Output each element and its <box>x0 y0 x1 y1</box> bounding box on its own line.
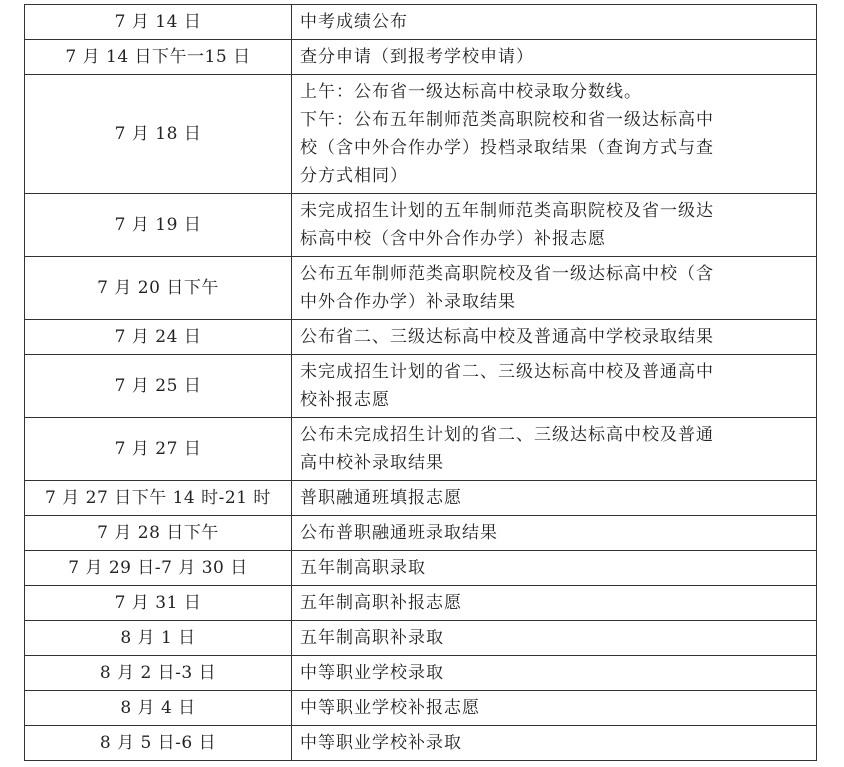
schedule-date-cell: 8 月 1 日 <box>25 621 292 656</box>
schedule-event-line: 公布省二、三级达标高中校及普通高中学校录取结果 <box>300 327 714 347</box>
schedule-event-line: 五年制高职录取 <box>300 558 426 578</box>
schedule-event-cell <box>292 355 817 418</box>
schedule-date-cell: 8 月 2 日-3 日 <box>25 656 292 691</box>
schedule-event-line: 公布普职融通班录取结果 <box>300 523 498 543</box>
schedule-body <box>25 5 817 761</box>
schedule-date-cell: 7 月 29 日-7 月 30 日 <box>25 551 292 586</box>
schedule-event-cell <box>292 194 817 257</box>
schedule-date-cell: 7 月 24 日 <box>25 320 292 355</box>
schedule-event-cell <box>292 75 817 194</box>
schedule-date-cell: 7 月 25 日 <box>25 355 292 418</box>
schedule-table <box>24 4 817 761</box>
schedule-date-cell: 7 月 14 日 <box>25 5 292 40</box>
schedule-row <box>25 320 817 355</box>
schedule-row <box>25 586 817 621</box>
schedule-event-line: 中等职业学校补录取 <box>300 733 462 753</box>
schedule-row <box>25 481 817 516</box>
schedule-date-cell: 7 月 27 日下午 14 时-21 时 <box>25 481 292 516</box>
schedule-date-cell: 7 月 18 日 <box>25 75 292 194</box>
schedule-event-cell <box>292 691 817 726</box>
schedule-date-cell: 7 月 31 日 <box>25 586 292 621</box>
schedule-row <box>25 691 817 726</box>
schedule-row <box>25 516 817 551</box>
schedule-event-line: 公布五年制师范类高职院校及省一级达标高中校（含 <box>300 264 714 284</box>
schedule-row <box>25 194 817 257</box>
schedule-date-cell: 7 月 20 日下午 <box>25 257 292 320</box>
schedule-event-cell <box>292 40 817 75</box>
schedule-event-line: 普职融通班填报志愿 <box>300 488 462 508</box>
schedule-event-line: 五年制高职补报志愿 <box>300 593 462 613</box>
schedule-event-cell <box>292 726 817 761</box>
schedule-event-cell <box>292 5 817 40</box>
schedule-event-line: 校（含中外合作办学）投档录取结果（查询方式与查 <box>300 138 714 158</box>
schedule-event-cell <box>292 656 817 691</box>
schedule-event-line: 查分申请（到报考学校申请） <box>300 47 534 67</box>
schedule-event-line: 中外合作办学）补录取结果 <box>300 292 516 312</box>
schedule-event-cell <box>292 481 817 516</box>
schedule-event-line: 高中校补录取结果 <box>300 453 444 473</box>
schedule-date-cell: 7 月 19 日 <box>25 194 292 257</box>
schedule-date-cell: 7 月 14 日下午一15 日 <box>25 40 292 75</box>
schedule-date-cell: 7 月 27 日 <box>25 418 292 481</box>
schedule-date-cell: 8 月 5 日-6 日 <box>25 726 292 761</box>
schedule-event-cell <box>292 551 817 586</box>
schedule-row <box>25 257 817 320</box>
schedule-event-line: 中等职业学校录取 <box>300 663 444 683</box>
schedule-event-cell <box>292 516 817 551</box>
schedule-event-line: 中等职业学校补报志愿 <box>300 698 480 718</box>
schedule-event-line: 中考成绩公布 <box>300 12 408 32</box>
schedule-row <box>25 40 817 75</box>
schedule-row <box>25 5 817 40</box>
schedule-row <box>25 418 817 481</box>
schedule-event-cell <box>292 621 817 656</box>
schedule-row <box>25 75 817 194</box>
schedule-row <box>25 726 817 761</box>
schedule-event-line: 标高中校（含中外合作办学）补报志愿 <box>300 229 606 249</box>
schedule-event-line: 未完成招生计划的省二、三级达标高中校及普通高中 <box>300 362 714 382</box>
schedule-date-cell: 8 月 4 日 <box>25 691 292 726</box>
schedule-row <box>25 551 817 586</box>
schedule-row <box>25 355 817 418</box>
schedule-event-line: 校补报志愿 <box>300 390 390 410</box>
schedule-event-cell <box>292 320 817 355</box>
schedule-event-cell <box>292 418 817 481</box>
schedule-event-line: 五年制高职补录取 <box>300 628 444 648</box>
schedule-row <box>25 656 817 691</box>
schedule-event-cell <box>292 257 817 320</box>
schedule-event-line: 下午：公布五年制师范类高职院校和省一级达标高中 <box>300 110 714 130</box>
schedule-row <box>25 621 817 656</box>
schedule-event-line: 公布未完成招生计划的省二、三级达标高中校及普通 <box>300 425 714 445</box>
schedule-event-line: 未完成招生计划的五年制师范类高职院校及省一级达 <box>300 201 714 221</box>
schedule-date-cell: 7 月 28 日下午 <box>25 516 292 551</box>
schedule-event-cell <box>292 586 817 621</box>
schedule-event-line: 分方式相同） <box>300 166 408 186</box>
schedule-event-line: 上午：公布省一级达标高中校录取分数线。 <box>300 82 642 102</box>
